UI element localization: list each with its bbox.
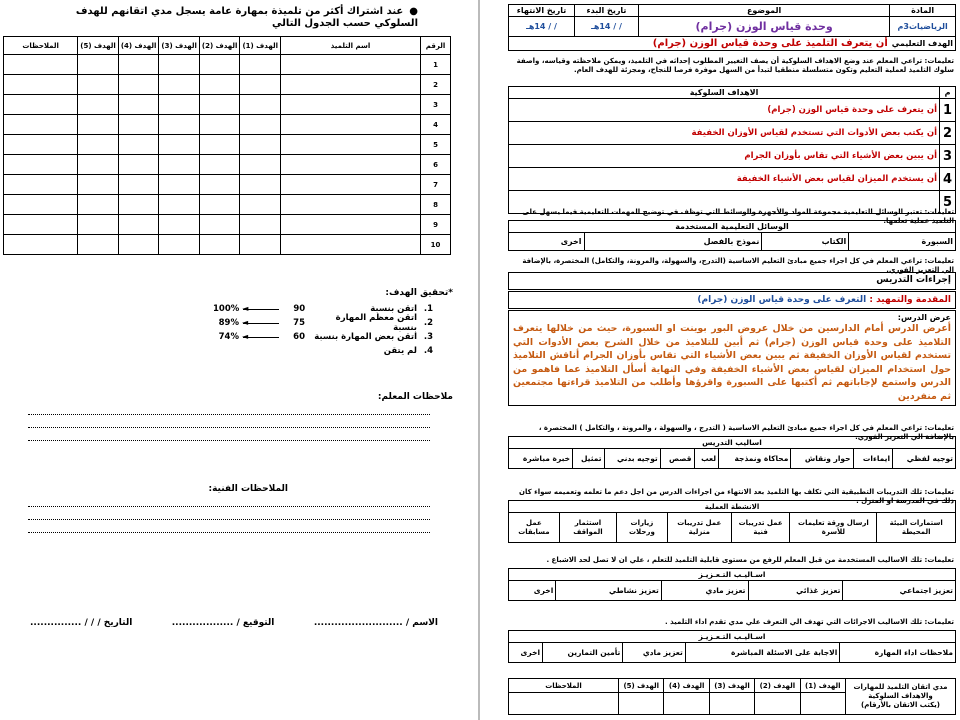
achievement-percent: 100% <box>212 304 240 314</box>
activity-option[interactable]: عمل تدريبات فنية <box>731 513 790 543</box>
method-option[interactable]: تمثيل <box>573 449 605 469</box>
method-option[interactable]: قصص <box>660 449 694 469</box>
note-line[interactable] <box>28 510 430 520</box>
table-cell[interactable] <box>240 95 281 115</box>
table-cell[interactable] <box>159 55 200 75</box>
activity-option[interactable]: زيارات ورحلات <box>617 513 668 543</box>
objective-text: أن يتعرف على وحدة قياس الوزن (جرام) <box>509 99 940 122</box>
objective-number: 4 <box>940 168 956 191</box>
achievement-value: 90 <box>293 304 306 314</box>
table-cell[interactable] <box>159 235 200 255</box>
arrow-left-icon: ◄ <box>243 309 279 310</box>
methods-title: اساليب التدريس <box>509 437 956 449</box>
table-cell[interactable] <box>78 195 119 215</box>
table-cell[interactable] <box>159 215 200 235</box>
objective-number: 3 <box>940 145 956 168</box>
table-cell[interactable] <box>118 115 159 135</box>
note-line[interactable] <box>28 431 430 441</box>
table-cell[interactable] <box>4 95 78 115</box>
table-cell[interactable] <box>240 235 281 255</box>
aid-option[interactable]: نموذج بالفصل <box>584 233 762 251</box>
table-cell[interactable] <box>240 135 281 155</box>
instructions-evaluation: تعليمات: تلك الاساليب الاجرائات التي تهدف الي التعرف علي مدي تقدم اداء التلميذ . <box>665 618 954 626</box>
signature-row <box>30 618 438 628</box>
reinforcement-option[interactable]: اخرى <box>509 581 556 601</box>
achievement-value: 60 <box>293 332 305 342</box>
table-cell[interactable] <box>4 55 78 75</box>
th-student-name: اسم التلميذ <box>281 37 421 55</box>
evaluation-row <box>509 643 956 663</box>
row-number: 7 <box>421 175 451 195</box>
table-row <box>4 55 451 75</box>
instructions-activities: تعليمات: تلك التدريبات التطبيقية التي تكلف بها التلميذ بعد الانتهاء من اجراءات الدرس من اجل دعم ما تعلمه وتعميمه سواء كان ذلك في المدرسة او المنزل . <box>519 488 954 505</box>
table-cell[interactable] <box>240 115 281 135</box>
evaluation-option[interactable]: تأمين التمارين <box>543 643 623 663</box>
mastery-cell[interactable] <box>709 693 754 715</box>
table-cell[interactable] <box>199 115 240 135</box>
activities-row <box>509 513 956 543</box>
table-cell[interactable] <box>159 195 200 215</box>
activity-option[interactable]: استثمار المواقف <box>559 513 616 543</box>
achievement-percent: 74% <box>218 332 239 342</box>
mastery-label-cell <box>846 679 956 715</box>
achievement-item <box>213 313 433 333</box>
th-notes: الملاحظات <box>4 37 78 55</box>
table-cell[interactable] <box>281 195 421 215</box>
mastery-goal-4: الهدف (4) <box>664 679 709 693</box>
table-cell[interactable] <box>118 155 159 175</box>
table-row <box>4 115 451 135</box>
arrow-left-icon: ◄ <box>243 337 279 338</box>
th-number: الرقم <box>421 37 451 55</box>
table-cell[interactable] <box>4 115 78 135</box>
achievement-label: اتقن بعض المهارة بنسبة <box>314 332 417 342</box>
subject-value: الرياضيات3م <box>890 17 956 37</box>
tech-notes-lines <box>20 494 438 533</box>
table-cell[interactable] <box>240 155 281 175</box>
table-cell[interactable] <box>199 175 240 195</box>
table-cell[interactable] <box>240 175 281 195</box>
mastery-notes: الملاحظات <box>509 679 619 693</box>
evaluation-option[interactable]: تعزيز مادي <box>623 643 685 663</box>
reinforcement-option[interactable]: تعزيز غذائي <box>748 581 843 601</box>
method-option[interactable]: حوار ونقاش <box>791 449 853 469</box>
table-row <box>4 215 451 235</box>
instructions-methods: تعليمات: تراعي المعلم في كل اجراء جميع مبادئ التعليم الاساسية ( التدرج ، والسهولة ، والمرونة ، والتكامل ) المختصرة ، بالإضافة الي التعزيز الفوري. <box>538 424 954 441</box>
methods-table <box>508 436 956 469</box>
mastery-cell[interactable] <box>755 693 800 715</box>
achievement-index: 3. <box>423 332 433 342</box>
activities-table <box>508 500 956 543</box>
table-cell[interactable] <box>118 215 159 235</box>
table-row <box>4 195 451 215</box>
objectives-m-header: م <box>940 87 956 99</box>
instructions-reinforcement: تعليمات: تلك الاساليب المستخدمة من قبل المعلم للرفع من مستوى قابلية التلميذ للتعلم ، علي ان لا تصل لحد الاشباع . <box>546 556 954 564</box>
row-number: 9 <box>421 215 451 235</box>
table-cell[interactable] <box>240 215 281 235</box>
intro-text: التعرف على وحدة قياس الوزن (جرام) <box>697 295 867 305</box>
table-cell[interactable] <box>199 215 240 235</box>
arrow-left-icon: ◄ <box>243 323 279 324</box>
table-cell[interactable] <box>199 55 240 75</box>
aids-table <box>508 220 956 251</box>
table-cell[interactable] <box>281 55 421 75</box>
table-cell[interactable] <box>118 75 159 95</box>
th-goal-2: الهدف (2) <box>199 37 240 55</box>
table-cell[interactable] <box>78 175 119 195</box>
table-cell[interactable] <box>78 115 119 135</box>
row-number: 1 <box>421 55 451 75</box>
evaluation-option[interactable]: الاجابة على الاسئلة المباشرة <box>685 643 839 663</box>
tech-notes-title: الملاحظات الفنية: <box>208 484 288 494</box>
reinforcement-option[interactable]: تعزيز مادي <box>661 581 748 601</box>
row-number: 4 <box>421 115 451 135</box>
table-cell[interactable] <box>281 115 421 135</box>
method-option[interactable]: توجيه بدني <box>604 449 660 469</box>
table-cell[interactable] <box>281 95 421 115</box>
sign-name: الاسم / .......................... <box>313 618 438 628</box>
instructions-objectives: تعليمات: تراعي المعلم عند وضع الاهداف السلوكية أن يصف التغيير المطلوب إحداثه في التلميذ، ويمكن ملاحظته وقياسه، واصفة سلوك التلميذ لعملية التعليم وتكون متسلسلة منطقيا لتبدأ من السهل موفرة فرصا للنجاح، ومجزئة للهدف العام. <box>516 57 954 74</box>
teacher-notes-lines <box>20 402 438 441</box>
table-cell[interactable] <box>78 75 119 95</box>
table-cell[interactable] <box>118 135 159 155</box>
th-goal-1: الهدف (1) <box>240 37 281 55</box>
left-page <box>0 0 478 720</box>
th-goal-5: الهدف (5) <box>78 37 119 55</box>
instructions-aids: تعليمات: تعتبر الوسائل التعليمية مجموعة المواد والأجهزة والوسائط التي توظف في توضيح المهمات التعليمية فيما يسهل على التلميذ عملية تعلمها. <box>522 208 954 225</box>
note-line[interactable] <box>28 497 430 507</box>
aids-row <box>509 233 956 251</box>
method-option[interactable]: توجيه لفظي <box>893 449 956 469</box>
instructions-procedures: تعليمات: تراعي المعلم في كل اجراء جميع مبادئ التعليم الاساسية (التدرج، والسهولة، والمرونة، والتكامل) المختصرة، بالإضافة الي التعزيز الفوري. <box>522 257 954 274</box>
aid-option[interactable]: السبورة <box>849 233 956 251</box>
table-cell[interactable] <box>281 135 421 155</box>
table-cell[interactable] <box>78 55 119 75</box>
th-goal-4: الهدف (4) <box>118 37 159 55</box>
right-page <box>480 0 960 720</box>
mastery-note: (يكتب الاتقان بالأرقام) <box>861 701 940 709</box>
mastery-goal-1: الهدف (1) <box>800 679 845 693</box>
activity-option[interactable]: عمل تدريبات منزلية <box>667 513 731 543</box>
table-cell[interactable] <box>199 135 240 155</box>
table-cell[interactable] <box>281 215 421 235</box>
achievement-list <box>213 302 433 358</box>
table-row <box>4 75 451 95</box>
reinforcement-table <box>508 568 956 601</box>
table-row <box>4 175 451 195</box>
evaluation-title: اسـاليـب التـعـزيـز <box>509 631 956 643</box>
evaluation-table <box>508 630 956 663</box>
objective-number: 2 <box>940 122 956 145</box>
students-table-header <box>4 37 451 55</box>
achievement-item <box>213 344 433 358</box>
end-value: / / 14هـ <box>509 17 575 37</box>
bullet-icon: ● <box>409 6 418 17</box>
mastery-table <box>508 678 956 715</box>
objective-number: 5 <box>940 191 956 214</box>
edu-goal-value: أن يتعرف التلميذ على وحدة قياس الوزن (جرام) <box>509 37 890 51</box>
table-cell[interactable] <box>4 195 78 215</box>
objective-row <box>509 99 956 122</box>
achievement-index: 2. <box>423 318 433 328</box>
reinforcement-option[interactable]: تعزيز اجتماعي <box>843 581 956 601</box>
table-cell[interactable] <box>118 95 159 115</box>
table-cell[interactable] <box>240 195 281 215</box>
subject-label: المادة <box>890 5 956 17</box>
mastery-goal-2: الهدف (2) <box>755 679 800 693</box>
activity-option[interactable]: عمل مسابقات <box>509 513 560 543</box>
table-row <box>4 135 451 155</box>
intro-row <box>508 291 956 309</box>
mastery-cell[interactable] <box>800 693 845 715</box>
mastery-goal-3: الهدف (3) <box>709 679 754 693</box>
achievement-index: 4. <box>423 346 433 356</box>
table-cell[interactable] <box>159 135 200 155</box>
row-number: 5 <box>421 135 451 155</box>
lesson-header-table <box>508 4 956 51</box>
objective-number: 1 <box>940 99 956 122</box>
row-number: 3 <box>421 95 451 115</box>
objective-text: أن يستخدم الميزان لقياس بعض الأشياء الخفيفة <box>509 168 940 191</box>
table-cell[interactable] <box>159 155 200 175</box>
left-heading: ●عند اشتراك أكثر من تلميذة بمهارة عامة يسجل مدي اتقانهم للهدف السلوكي حسب الجدول التالي <box>75 6 418 29</box>
mastery-cell[interactable] <box>619 693 664 715</box>
sign-date: التاريخ / / / ............... <box>30 618 133 628</box>
objective-text: أن يبين بعض الأشياء التي تقاس بأوزان الجرام <box>509 145 940 168</box>
mastery-cell[interactable] <box>509 693 619 715</box>
achievement-label: اتقن معظم المهارة بنسبة <box>335 313 417 333</box>
table-cell[interactable] <box>199 75 240 95</box>
method-option[interactable]: لعب <box>694 449 719 469</box>
table-cell[interactable] <box>240 75 281 95</box>
sign-signature: التوقيع / .................. <box>171 618 275 628</box>
methods-row <box>509 449 956 469</box>
table-cell[interactable] <box>118 235 159 255</box>
evaluation-option[interactable]: اخرى <box>509 643 543 663</box>
aids-title: الوسائل التعليمية المستخدمة <box>509 221 956 233</box>
row-number: 8 <box>421 195 451 215</box>
table-cell[interactable] <box>281 75 421 95</box>
achievement-index: 1. <box>423 304 433 314</box>
objective-row <box>509 145 956 168</box>
lesson-text: أعرض الدرس أمام الدارسين من خلال عروض البور بوينت او السبورة، حيث من خلالها يتعرف التلاميذ على وحدة قياس الوزن (جرام) ثم أبين للتلاميذ من خلال الشرح بعض الأدوات التي تستخدم لقياس الأوزان الخفيفة ثم يبين بعض الأشياء التي تقاس بأوزان الجرام أناقش التلاميذ حول استخدام الميزان لقياس بعض الأشياء الخفيفة وفي النهاية أسأل التلاميذ عما فاهمو من الدرس واستمع لإجاباتهم ثم أكتبها على السبورة واقرؤها وأطلب من التلاميذ قراءتها مجتمعين ثم منفردين <box>513 323 951 402</box>
start-value: / / 14هـ <box>575 17 639 37</box>
note-line[interactable] <box>28 405 430 415</box>
start-label: تاريخ البدء <box>575 5 639 17</box>
row-number: 2 <box>421 75 451 95</box>
objective-row <box>509 122 956 145</box>
objectives-title: الاهداف السلوكية <box>509 87 940 99</box>
table-row <box>4 95 451 115</box>
table-cell[interactable] <box>199 195 240 215</box>
method-option[interactable]: محاكاة ونمذجة <box>719 449 791 469</box>
achievement-percent: 89% <box>218 318 239 328</box>
table-cell[interactable] <box>78 235 119 255</box>
topic-value: وحدة قياس الوزن (جرام) <box>639 17 890 37</box>
aid-option[interactable]: اخرى <box>509 233 585 251</box>
objective-row <box>509 168 956 191</box>
students-table <box>3 36 451 255</box>
table-cell[interactable] <box>118 55 159 75</box>
table-cell[interactable] <box>118 175 159 195</box>
end-label: تاريخ الانتهاء <box>509 5 575 17</box>
table-row <box>4 235 451 255</box>
procedures-title: إجراءات التدريس <box>508 272 956 290</box>
evaluation-option[interactable]: ملاحظات اداء المهارة <box>840 643 956 663</box>
note-line[interactable] <box>28 523 430 533</box>
table-cell[interactable] <box>4 215 78 235</box>
objectives-table <box>508 86 956 214</box>
lesson-box <box>508 310 956 406</box>
table-row <box>4 155 451 175</box>
table-cell[interactable] <box>118 195 159 215</box>
table-cell[interactable] <box>159 175 200 195</box>
th-goal-3: الهدف (3) <box>159 37 200 55</box>
table-cell[interactable] <box>281 175 421 195</box>
table-cell[interactable] <box>159 75 200 95</box>
table-cell[interactable] <box>281 155 421 175</box>
achievement-label: لم يتقن <box>383 346 417 356</box>
aid-option[interactable]: الكتاب <box>762 233 849 251</box>
table-cell[interactable] <box>199 95 240 115</box>
mastery-goal-5: الهدف (5) <box>619 679 664 693</box>
activity-option[interactable]: استمارات البيئة المحيطة <box>877 513 956 543</box>
table-cell[interactable] <box>4 175 78 195</box>
table-cell[interactable] <box>78 215 119 235</box>
achievement-title: *تحقيق الهدف: <box>385 288 453 298</box>
activities-title: الانشطة العملية <box>509 501 956 513</box>
method-option[interactable]: ايماءات <box>853 449 893 469</box>
table-cell[interactable] <box>159 115 200 135</box>
achievement-label: اتقن بنسبة <box>370 304 418 314</box>
note-line[interactable] <box>28 418 430 428</box>
table-cell[interactable] <box>4 235 78 255</box>
table-cell[interactable] <box>78 95 119 115</box>
table-cell[interactable] <box>4 135 78 155</box>
table-cell[interactable] <box>159 95 200 115</box>
table-cell[interactable] <box>199 235 240 255</box>
table-cell[interactable] <box>199 155 240 175</box>
reinforcement-row <box>509 581 956 601</box>
students-table-body <box>4 55 451 255</box>
teacher-notes-title: ملاحظات المعلم: <box>377 392 453 402</box>
table-cell[interactable] <box>4 155 78 175</box>
table-cell[interactable] <box>4 75 78 95</box>
achievement-item <box>213 330 433 344</box>
activity-option[interactable]: ارسال ورقة تعليمات للأسرة <box>790 513 877 543</box>
row-number: 6 <box>421 155 451 175</box>
objectives-body <box>509 99 956 214</box>
table-cell[interactable] <box>240 55 281 75</box>
method-option[interactable]: خبرة مباشرة <box>509 449 573 469</box>
edu-goal-label: الهدف التعليمي <box>890 37 956 51</box>
row-number: 10 <box>421 235 451 255</box>
reinforcement-option[interactable]: تعزيز نشاطي <box>556 581 662 601</box>
intro-label: المقدمة والتمهيد : <box>869 295 951 305</box>
table-cell[interactable] <box>78 135 119 155</box>
mastery-cell[interactable] <box>664 693 709 715</box>
achievement-value: 75 <box>293 318 305 328</box>
objective-text: أن يكتب بعض الأدوات التي تستخدم لقياس الأوزان الخفيفة <box>509 122 940 145</box>
table-cell[interactable] <box>78 155 119 175</box>
topic-label: الموضوع <box>639 5 890 17</box>
mastery-label: مدي اتقان التلميذ للمهارات والاهداف السلوكية <box>853 683 948 700</box>
reinforcement-title: اسـاليـب التـعـزيـز <box>509 569 956 581</box>
table-cell[interactable] <box>281 235 421 255</box>
lesson-label: عرض الدرس: <box>897 313 951 322</box>
